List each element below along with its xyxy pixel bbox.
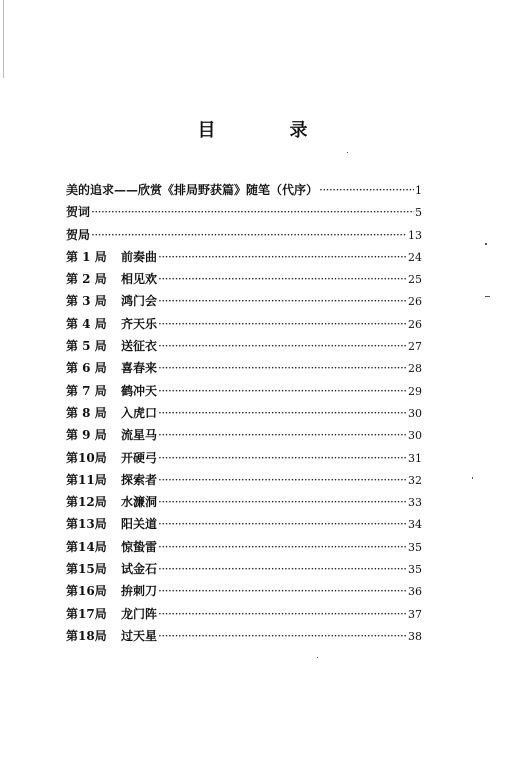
toc-entry-title: 贺词 bbox=[66, 205, 91, 220]
toc-entry bbox=[66, 424, 422, 446]
toc-entry-title: 鸿门会 bbox=[121, 294, 158, 309]
toc-entry-number: 第 4 局 bbox=[66, 316, 107, 331]
toc-entry bbox=[66, 224, 422, 246]
toc-entry-title: 过天星 bbox=[121, 628, 158, 643]
toc-entry-number: 第16局 bbox=[66, 584, 107, 599]
toc-entry-number: 第17局 bbox=[66, 606, 107, 621]
toc-entry bbox=[66, 179, 422, 201]
toc-entry-title: 前奏曲 bbox=[121, 249, 158, 264]
toc-entry bbox=[66, 335, 422, 357]
toc-entry-page: 33 bbox=[408, 496, 422, 510]
toc-entry-number: 第18局 bbox=[66, 628, 107, 643]
toc-entry-page: 13 bbox=[408, 228, 422, 242]
toc-entry-number: 第 3 局 bbox=[66, 294, 107, 309]
toc-entry-title: 拚刺刀 bbox=[121, 584, 158, 599]
toc-entry-number: 第10局 bbox=[66, 450, 107, 465]
toc-entry-title: 流星马 bbox=[121, 428, 158, 443]
toc-entry-page: 1 bbox=[415, 184, 422, 197]
toc-entry bbox=[66, 625, 422, 647]
toc-dot-leader bbox=[158, 469, 407, 491]
toc-entry-number: 第14局 bbox=[66, 539, 107, 554]
toc-dot-leader bbox=[158, 580, 407, 602]
toc-dot-leader bbox=[91, 224, 407, 246]
toc-dot-leader bbox=[158, 246, 407, 268]
toc-dot-leader bbox=[158, 313, 407, 335]
toc-entry-page: 25 bbox=[408, 273, 422, 287]
toc-entry-page: 35 bbox=[408, 563, 422, 577]
scan-speck bbox=[472, 477, 473, 479]
toc-dot-leader bbox=[319, 179, 414, 201]
toc-entry-title: 鹤冲天 bbox=[121, 383, 158, 398]
toc-dot-leader bbox=[158, 380, 407, 402]
table-of-contents bbox=[66, 179, 422, 647]
toc-entry-title: 贺局 bbox=[66, 227, 91, 242]
toc-entry-title: 水濂洞 bbox=[121, 495, 158, 510]
toc-entry bbox=[66, 491, 422, 513]
toc-entry-title: 入虎口 bbox=[121, 405, 158, 420]
toc-dot-leader bbox=[158, 290, 407, 312]
toc-entry-page: 5 bbox=[415, 206, 422, 220]
toc-entry bbox=[66, 469, 422, 491]
toc-entry-number: 第 2 局 bbox=[66, 272, 107, 287]
toc-dot-leader bbox=[158, 536, 407, 558]
toc-dot-leader bbox=[158, 513, 407, 535]
toc-entry-title: 开硬弓 bbox=[121, 450, 158, 465]
toc-dot-leader bbox=[158, 625, 407, 647]
toc-entry bbox=[66, 357, 422, 379]
toc-entry bbox=[66, 201, 422, 223]
toc-dot-leader bbox=[158, 447, 407, 469]
toc-entry bbox=[66, 603, 422, 625]
toc-entry bbox=[66, 558, 422, 580]
toc-entry-title: 阳关道 bbox=[121, 517, 158, 532]
toc-entry-title: 美的追求——欣赏《排局野获篇》随笔（代序） bbox=[66, 183, 319, 197]
toc-dot-leader bbox=[158, 402, 407, 424]
toc-entry-title: 喜春来 bbox=[121, 361, 158, 376]
scan-speck bbox=[317, 657, 318, 658]
toc-dot-leader bbox=[91, 201, 414, 223]
toc-dot-leader bbox=[158, 491, 407, 513]
toc-entry-title: 惊蛰雷 bbox=[121, 539, 158, 554]
toc-entry-page: 30 bbox=[408, 406, 422, 420]
toc-entry-number: 第 7 局 bbox=[66, 383, 107, 398]
toc-entry bbox=[66, 402, 422, 424]
toc-entry-page: 36 bbox=[408, 585, 422, 599]
toc-entry-title: 龙门阵 bbox=[121, 606, 158, 621]
toc-entry-page: 30 bbox=[408, 429, 422, 443]
toc-entry-page: 34 bbox=[408, 518, 422, 532]
toc-entry-number: 第 5 局 bbox=[66, 339, 107, 354]
scan-speck bbox=[485, 243, 487, 245]
toc-entry bbox=[66, 513, 422, 535]
toc-entry-page: 27 bbox=[408, 340, 422, 354]
toc-entry-page: 37 bbox=[408, 607, 422, 621]
toc-dot-leader bbox=[158, 357, 407, 379]
toc-entry-page: 28 bbox=[408, 362, 422, 376]
toc-entry-page: 32 bbox=[408, 473, 422, 487]
toc-entry-page: 29 bbox=[408, 384, 422, 398]
toc-entry-title: 试金石 bbox=[121, 562, 158, 577]
toc-entry-number: 第13局 bbox=[66, 517, 107, 532]
page-title: 目 录 bbox=[197, 120, 336, 141]
toc-entry-number: 第11局 bbox=[66, 472, 107, 487]
toc-entry-page: 24 bbox=[408, 250, 422, 264]
toc-entry-number: 第15局 bbox=[66, 562, 107, 577]
toc-entry-title: 探索者 bbox=[121, 472, 158, 487]
toc-entry-number: 第 1 局 bbox=[66, 249, 107, 264]
toc-entry bbox=[66, 268, 422, 290]
toc-dot-leader bbox=[158, 424, 407, 446]
toc-entry-number: 第 6 局 bbox=[66, 361, 107, 376]
toc-dot-leader bbox=[158, 268, 407, 290]
toc-entry-number: 第 8 局 bbox=[66, 405, 107, 420]
toc-entry bbox=[66, 536, 422, 558]
toc-entry-title: 相见欢 bbox=[121, 272, 158, 287]
toc-entry bbox=[66, 290, 422, 312]
toc-dot-leader bbox=[158, 335, 407, 357]
toc-entry-number: 第 9 局 bbox=[66, 428, 107, 443]
toc-entry-page: 35 bbox=[408, 540, 422, 554]
toc-entry bbox=[66, 313, 422, 335]
toc-entry bbox=[66, 580, 422, 602]
toc-entry-title: 送征衣 bbox=[121, 339, 158, 354]
toc-entry-title: 齐天乐 bbox=[121, 316, 158, 331]
toc-entry-page: 31 bbox=[408, 451, 422, 465]
toc-entry-page: 26 bbox=[408, 295, 422, 309]
toc-dot-leader bbox=[158, 558, 407, 580]
scan-speck bbox=[485, 296, 490, 297]
toc-dot-leader bbox=[158, 603, 407, 625]
scan-speck bbox=[347, 152, 348, 153]
toc-entry-page: 38 bbox=[408, 629, 422, 643]
toc-entry-page: 26 bbox=[408, 317, 422, 331]
toc-entry bbox=[66, 447, 422, 469]
toc-entry-number: 第12局 bbox=[66, 495, 107, 510]
toc-entry bbox=[66, 380, 422, 402]
scan-edge-line bbox=[3, 0, 4, 78]
toc-entry bbox=[66, 246, 422, 268]
